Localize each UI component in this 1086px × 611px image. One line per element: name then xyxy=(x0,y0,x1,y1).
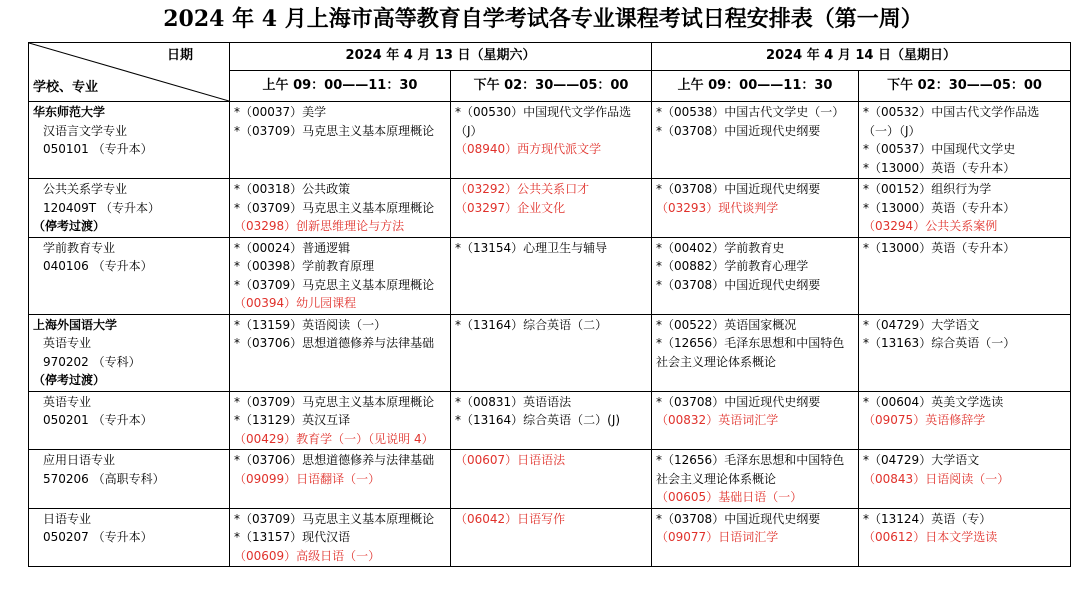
exam-slot-cell xyxy=(230,179,451,238)
schedule-body xyxy=(29,102,1071,567)
exam-slot-cell xyxy=(652,391,859,450)
course-entry: *（03708）中国近现代史纲要 xyxy=(656,277,821,292)
university-name: 华东师范大学 xyxy=(33,105,106,119)
course-entry: *（00024）普通逻辑 xyxy=(234,240,351,255)
major-info: 050201 （专升本） xyxy=(43,413,153,427)
exam-slot-cell xyxy=(859,391,1071,450)
exam-slot-cell xyxy=(859,314,1071,391)
course-entry: （00394）幼儿园课程 xyxy=(234,296,357,310)
table-row xyxy=(29,391,1071,450)
exam-slot-cell xyxy=(859,179,1071,238)
major-info: 570206 （高职专科） xyxy=(43,471,165,486)
exam-slot-cell xyxy=(652,450,859,509)
course-entry: （J） xyxy=(455,123,483,138)
course-entry: *（00398）学前教育原理 xyxy=(234,259,375,273)
school-major-cell xyxy=(29,391,230,450)
school-label: 学校、专业 xyxy=(33,79,99,95)
major-info: 公共关系学专业 xyxy=(43,182,128,196)
course-entry: *（03709）马克思主义基本原理概论 xyxy=(234,511,435,526)
course-entry: *（13154）心理卫生与辅导 xyxy=(455,240,608,255)
exam-slot-cell xyxy=(652,314,859,391)
exam-slot-cell xyxy=(859,450,1071,509)
school-major-cell xyxy=(29,450,230,509)
course-entry: *（03709）马克思主义基本原理概论 xyxy=(234,123,435,138)
exam-slot-cell xyxy=(859,237,1071,314)
table-row xyxy=(29,314,1071,391)
major-info: （停考过渡） xyxy=(33,373,106,387)
major-info: 120409T （专升本） xyxy=(43,200,160,215)
course-entry: *（00538）中国古代文学史（一） xyxy=(656,105,845,119)
time-slot-header: 下午 02：30——05：00 xyxy=(859,71,1071,102)
table-row xyxy=(29,450,1071,509)
course-entry: （03298）创新思维理论与方法 xyxy=(234,219,405,233)
course-entry: （09077）日语词汇学 xyxy=(656,530,779,544)
school-major-cell xyxy=(29,179,230,238)
exam-slot-cell xyxy=(859,508,1071,567)
major-info: 学前教育专业 xyxy=(43,240,116,255)
exam-slot-cell xyxy=(451,391,652,450)
exam-slot-cell xyxy=(652,179,859,238)
exam-slot-cell xyxy=(451,450,652,509)
course-entry: *（00530）中国现代文学作品选 xyxy=(455,105,632,119)
course-entry: *（03708）中国近现代史纲要 xyxy=(656,182,821,196)
exam-slot-cell xyxy=(451,102,652,179)
time-slot-header: 上午 09：00——11：30 xyxy=(230,71,451,102)
course-entry: *（00522）英语国家概况 xyxy=(656,317,797,332)
course-entry: （09099）日语翻译（一） xyxy=(234,471,381,486)
day-header: 2024 年 4 月 13 日（星期六） xyxy=(230,43,652,71)
course-entry: *（00037）美学 xyxy=(234,105,327,119)
course-entry: （03294）公共关系案例 xyxy=(863,219,998,233)
major-info: （停考过渡） xyxy=(33,219,106,233)
course-entry: *（00532）中国古代文学作品选 xyxy=(863,105,1040,119)
school-major-cell xyxy=(29,237,230,314)
course-entry: （一）（J） xyxy=(863,123,921,138)
course-entry: 社会主义理论体系概论 xyxy=(656,471,777,486)
course-entry: （03297）企业文化 xyxy=(455,200,566,215)
course-entry: *（13164）综合英语（二） xyxy=(455,317,608,332)
course-entry: *（00831）英语语法 xyxy=(455,394,572,409)
major-info: 英语专业 xyxy=(43,394,92,409)
course-entry: *（03709）马克思主义基本原理概论 xyxy=(234,200,435,215)
course-entry: *（00882）学前教育心理学 xyxy=(656,259,809,273)
course-entry: （00832）英语词汇学 xyxy=(656,413,779,427)
exam-slot-cell xyxy=(230,391,451,450)
course-entry: *（03709）马克思主义基本原理概论 xyxy=(234,394,435,409)
course-entry: *（12656）毛泽东思想和中国特色 xyxy=(656,336,845,350)
table-row xyxy=(29,102,1071,179)
course-entry: *（00318）公共政策 xyxy=(234,182,351,196)
course-entry: *（00402）学前教育史 xyxy=(656,240,785,255)
corner-header-cell xyxy=(29,43,230,102)
course-entry: （00607）日语语法 xyxy=(455,453,566,467)
exam-slot-cell xyxy=(230,450,451,509)
course-entry: （00609）高级日语（一） xyxy=(234,548,381,563)
exam-schedule-table xyxy=(28,42,1071,567)
table-row xyxy=(29,237,1071,314)
exam-slot-cell xyxy=(859,102,1071,179)
course-entry: *（00604）英美文学选读 xyxy=(863,394,1004,409)
course-entry: *（13157）现代汉语 xyxy=(234,530,351,544)
major-info: 英语专业 xyxy=(43,336,92,350)
course-entry: *（03708）中国近现代史纲要 xyxy=(656,511,821,526)
major-info: 日语专业 xyxy=(43,511,92,526)
course-entry: （09075）英语修辞学 xyxy=(863,413,986,427)
exam-slot-cell xyxy=(652,508,859,567)
course-entry: （08940）西方现代派文学 xyxy=(455,142,602,156)
exam-slot-cell xyxy=(230,102,451,179)
exam-slot-cell xyxy=(652,237,859,314)
course-entry: *（00152）组织行为学 xyxy=(863,182,992,196)
course-entry: *（03706）思想道德修养与法律基础 xyxy=(234,453,435,467)
major-info: 应用日语专业 xyxy=(43,453,116,467)
course-entry: *（13000）英语（专升本） xyxy=(863,160,1016,175)
course-entry: *（13000）英语（专升本） xyxy=(863,240,1016,255)
course-entry: *（00537）中国现代文学史 xyxy=(863,142,1016,156)
school-major-cell xyxy=(29,314,230,391)
course-entry: *（03706）思想道德修养与法律基础 xyxy=(234,336,435,350)
date-label: 日期 xyxy=(166,48,193,63)
exam-slot-cell xyxy=(230,314,451,391)
course-entry: *（03709）马克思主义基本原理概论 xyxy=(234,277,435,292)
exam-slot-cell xyxy=(451,237,652,314)
course-entry: *（03708）中国近现代史纲要 xyxy=(656,123,821,138)
course-entry: *（13164）综合英语（二）(J) xyxy=(455,413,621,427)
day-header: 2024 年 4 月 14 日（星期日） xyxy=(652,43,1071,71)
course-entry: *（04729）大学语文 xyxy=(863,317,980,332)
course-entry: *（03708）中国近现代史纲要 xyxy=(656,394,821,409)
course-entry: （03293）现代谈判学 xyxy=(656,200,779,215)
course-entry: *（13124）英语（专） xyxy=(863,511,992,526)
major-info: 050207 （专升本） xyxy=(43,530,153,544)
course-entry: 社会主义理论体系概论 xyxy=(656,354,777,369)
table-row xyxy=(29,508,1071,567)
course-entry: （00843）日语阅读（一） xyxy=(863,471,1010,486)
school-major-cell xyxy=(29,508,230,567)
exam-slot-cell xyxy=(230,237,451,314)
course-entry: *（13159）英语阅读（一） xyxy=(234,317,387,332)
exam-slot-cell xyxy=(451,179,652,238)
exam-slot-cell xyxy=(652,102,859,179)
major-info: 970202 （专科） xyxy=(43,354,141,369)
course-entry: （06042）日语写作 xyxy=(455,511,566,526)
page-title: 2024 年 4 月上海市高等教育自学考试各专业课程考试日程安排表（第一周） xyxy=(163,6,923,32)
course-entry: （00605）基础日语（一） xyxy=(656,490,803,504)
course-entry: *（04729）大学语文 xyxy=(863,453,980,467)
major-info: 050101 （专升本） xyxy=(43,142,153,156)
major-info: 040106 （专升本） xyxy=(43,259,153,273)
exam-slot-cell xyxy=(230,508,451,567)
course-entry: *（13163）综合英语（一） xyxy=(863,336,1016,350)
exam-slot-cell xyxy=(451,508,652,567)
course-entry: （03292）公共关系口才 xyxy=(455,182,590,196)
course-entry: （00612）日本文学选读 xyxy=(863,530,998,544)
time-slot-header: 上午 09：00——11：30 xyxy=(652,71,859,102)
course-entry: *（12656）毛泽东思想和中国特色 xyxy=(656,453,845,467)
course-entry: *（13000）英语（专升本） xyxy=(863,200,1016,215)
exam-slot-cell xyxy=(451,314,652,391)
time-slot-header: 下午 02：30——05：00 xyxy=(451,71,652,102)
school-major-cell xyxy=(29,102,230,179)
table-row xyxy=(29,179,1071,238)
course-entry: *（13129）英汉互译 xyxy=(234,413,351,427)
university-name: 上海外国语大学 xyxy=(33,317,118,332)
course-entry: （00429）教育学（一）（见说明 4） xyxy=(234,431,434,446)
major-info: 汉语言文学专业 xyxy=(43,123,128,138)
